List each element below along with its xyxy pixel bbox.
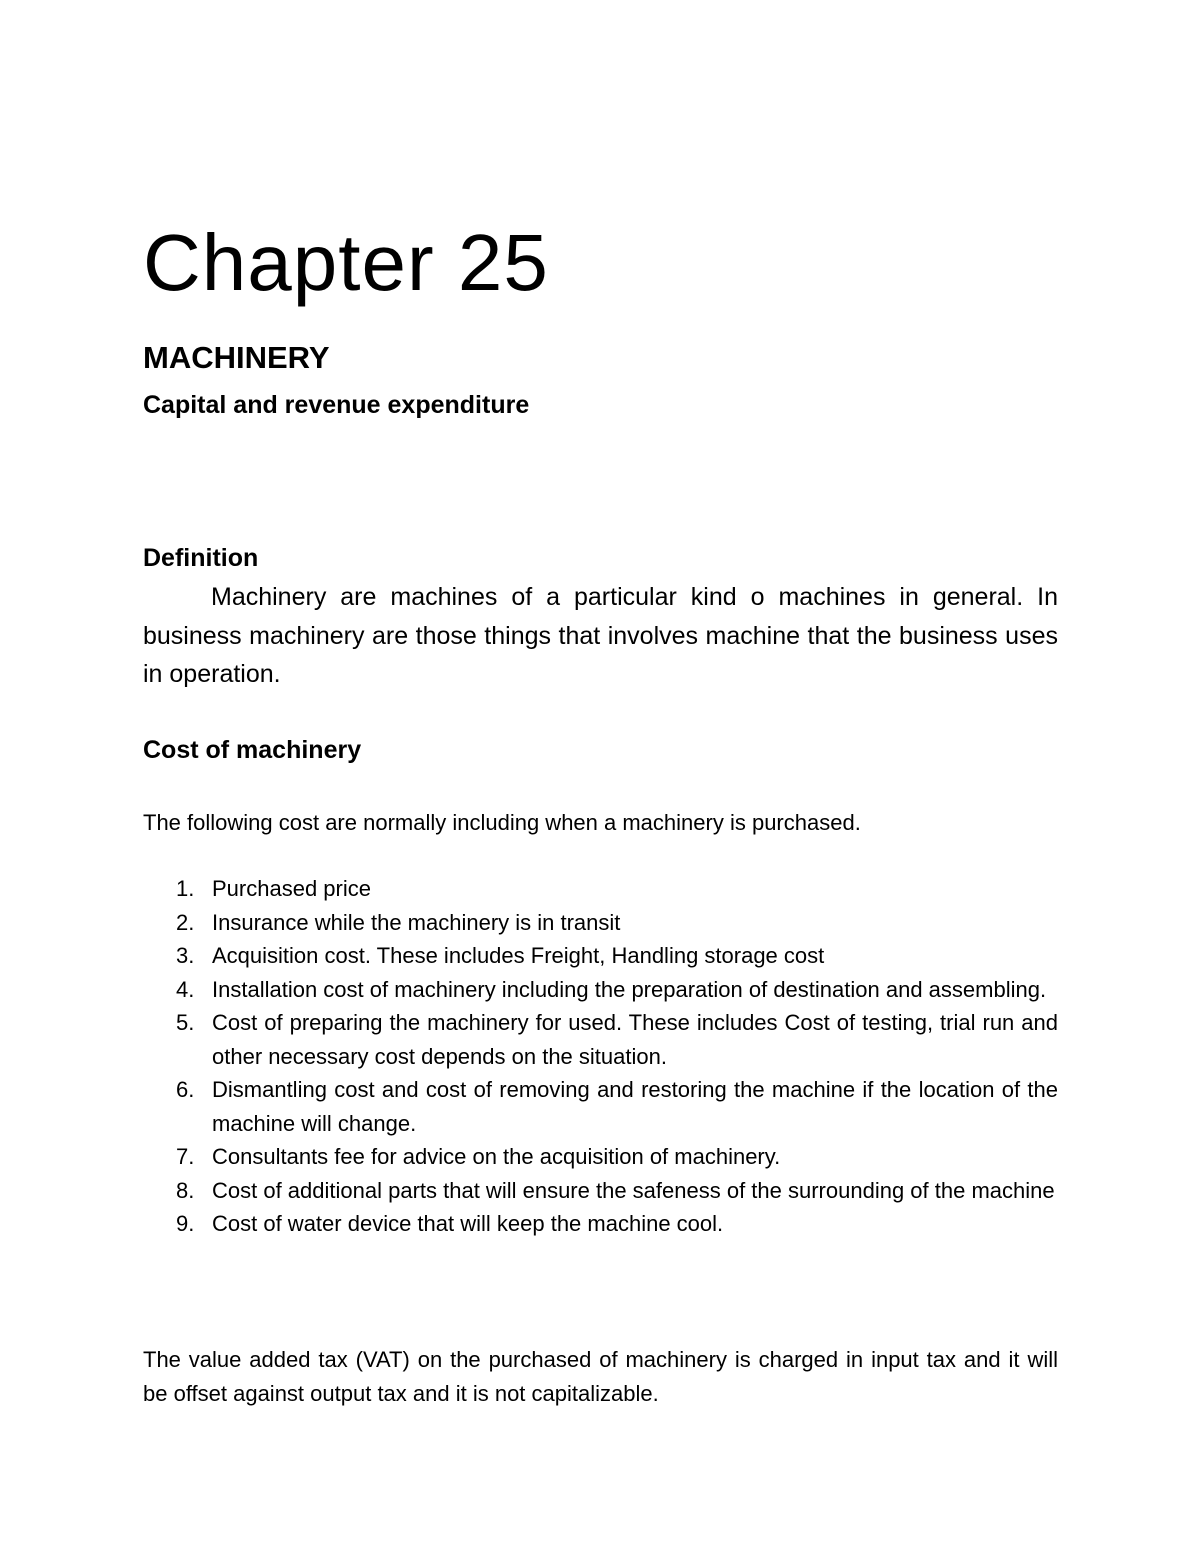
list-item-number: 7. bbox=[176, 1144, 195, 1169]
list-item bbox=[143, 906, 1058, 940]
list-item bbox=[143, 973, 1058, 1007]
list-item-text: Dismantling cost and cost of removing and restoring the machine if the location of the machine will change. bbox=[212, 1077, 1058, 1136]
list-item bbox=[143, 1174, 1058, 1208]
list-item bbox=[143, 1140, 1058, 1174]
list-item-text: Insurance while the machinery is in transit bbox=[212, 909, 621, 935]
main-heading: MACHINERY bbox=[143, 340, 330, 375]
list-item-number: 8. bbox=[176, 1177, 195, 1203]
list-item-text: Consultants fee for advice on the acquisition of machinery. bbox=[212, 1144, 781, 1169]
definition-paragraph: Machinery are machines of a particular kind o machines in general. In business machinery are those things that involves machine that the business uses in operation. bbox=[143, 583, 1058, 688]
list-item-number: 2. bbox=[176, 909, 195, 935]
sub-heading: Capital and revenue expenditure bbox=[143, 391, 530, 419]
list-item-text: Installation cost of machinery including the preparation of destination and assembling. bbox=[212, 976, 1047, 1002]
list-item-text: Purchased price bbox=[212, 876, 371, 901]
list-item-number: 6. bbox=[176, 1077, 195, 1102]
list-item-text: Cost of water device that will keep the machine cool. bbox=[212, 1211, 724, 1236]
list-item-number: 9. bbox=[176, 1211, 195, 1236]
list-item bbox=[143, 1006, 1058, 1073]
list-item-text: Acquisition cost. These includes Freight, Handling storage cost bbox=[212, 943, 825, 968]
list-item-number: 3. bbox=[176, 943, 195, 968]
list-item-number: 1. bbox=[176, 876, 195, 901]
list-item-number: 4. bbox=[176, 976, 195, 1002]
list-item-text: Cost of preparing the machinery for used. These includes Cost of testing, trial run and other necessary cost depends on the situation. bbox=[212, 1010, 1058, 1069]
vat-paragraph: The value added tax (VAT) on the purchased of machinery is charged in input tax and it will be offset against output tax and it is not capitalizable. bbox=[143, 1347, 1058, 1406]
list-item bbox=[143, 1207, 1058, 1241]
list-item bbox=[143, 939, 1058, 973]
list-item-number: 5. bbox=[176, 1010, 195, 1035]
definition-heading: Definition bbox=[143, 544, 259, 572]
cost-list bbox=[143, 872, 1058, 1241]
chapter-title: Chapter 25 bbox=[143, 218, 549, 307]
cost-of-machinery-heading: Cost of machinery bbox=[143, 736, 362, 764]
list-item-text: Cost of additional parts that will ensure the safeness of the surrounding of the machine bbox=[212, 1177, 1055, 1203]
list-item bbox=[143, 872, 1058, 906]
list-item bbox=[143, 1073, 1058, 1140]
cost-intro-paragraph: The following cost are normally including when a machinery is purchased. bbox=[143, 810, 861, 835]
